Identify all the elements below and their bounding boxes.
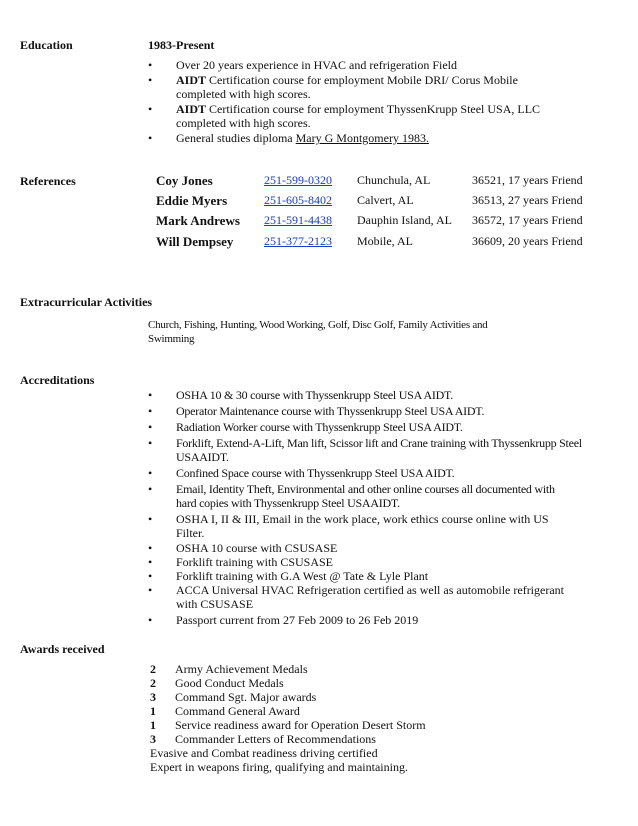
item-continuation: completed with high scores.: [176, 116, 311, 130]
reference-city: Dauphin Island, AL: [357, 213, 452, 227]
list-item: [148, 420, 582, 434]
item-text: Forklift, Extend-A-Lift, Man lift, Scissor lift and Crane training with Thyssenkrupp Steel: [176, 436, 582, 450]
list-item: [150, 718, 426, 732]
accreditations-heading: Accreditations: [20, 373, 95, 387]
bullet-icon: •: [148, 404, 152, 418]
reference-info: 36513, 27 years Friend: [472, 193, 583, 207]
bullet-icon: •: [148, 420, 152, 434]
awards-heading: Awards received: [20, 642, 105, 656]
list-item: [150, 732, 426, 746]
awards-extra: [150, 746, 408, 774]
item-continuation: USAAIDT.: [176, 450, 229, 464]
bullet-icon: •: [148, 583, 153, 597]
list-item: [150, 704, 426, 718]
reference-name: Will Dempsey: [156, 234, 234, 249]
item-text: Over 20 years experience in HVAC and refrigeration Field: [176, 58, 458, 72]
award-extra-line: Evasive and Combat readiness driving certified: [150, 746, 378, 760]
award-count: 3: [150, 690, 156, 704]
item-text: Forklift training with CSUSASE: [176, 555, 334, 569]
list-item: [148, 512, 582, 540]
award-count: 3: [150, 732, 156, 746]
item-text: OSHA 10 & 30 course with Thyssenkrupp Steel USA AIDT.: [176, 388, 453, 402]
extracurricular-text-line2: Swimming: [148, 333, 195, 345]
reference-info: 36609, 20 years Friend: [472, 234, 583, 248]
reference-city: Calvert, AL: [357, 193, 414, 207]
award-text: Commander Letters of Recommendations: [175, 732, 376, 746]
bullet-icon: •: [148, 555, 153, 569]
item-text: Forklift training with G.A West @ Tate & Lyle Plant: [176, 569, 429, 583]
reference-name: Mark Andrews: [156, 213, 240, 228]
list-item: [148, 466, 582, 480]
awards-list: [150, 662, 426, 746]
list-item: [148, 541, 582, 555]
list-item: [148, 482, 582, 510]
item-text: Certification course for employment ThyssenKrupp Steel USA, LLC: [206, 102, 541, 116]
award-count: 1: [150, 718, 156, 732]
item-continuation: with CSUSASE: [176, 597, 254, 611]
bullet-icon: •: [148, 512, 153, 526]
bullet-icon: •: [148, 466, 152, 480]
item-continuation: Filter.: [176, 526, 205, 540]
item-text: ACCA Universal HVAC Refrigeration certified as well as automobile refrigerant: [176, 583, 565, 597]
extracurricular-text-line1: Church, Fishing, Hunting, Wood Working, Golf, Disc Golf, Family Activities and: [148, 319, 488, 331]
education-list: [148, 58, 540, 145]
list-item: [150, 676, 426, 690]
extracurricular-heading: Extracurricular Activities: [20, 295, 153, 309]
accreditations-list: [148, 388, 582, 627]
list-item: [148, 613, 582, 627]
bullet-icon: •: [148, 436, 152, 450]
award-count: 2: [150, 676, 156, 690]
reference-phone-link[interactable]: 251-605-8402: [264, 193, 332, 207]
list-item: [148, 73, 540, 101]
reference-phone-link[interactable]: 251-599-0320: [264, 173, 332, 187]
list-item: [148, 436, 582, 464]
list-item: [148, 404, 582, 418]
item-text: Operator Maintenance course with Thyssenkrupp Steel USA AIDT.: [176, 404, 485, 418]
education-date: 1983-Present: [148, 38, 215, 52]
award-extra-line: Expert in weapons firing, qualifying and maintaining.: [150, 760, 408, 774]
award-text: Army Achievement Medals: [175, 662, 308, 676]
list-item: [148, 583, 582, 611]
reference-info: 36572, 17 years Friend: [472, 213, 583, 227]
list-item: [148, 102, 540, 130]
item-text: Confined Space course with Thyssenkrupp Steel USA AIDT.: [176, 466, 455, 480]
bullet-icon: •: [148, 131, 153, 145]
bullet-icon: •: [148, 102, 153, 116]
list-item: [148, 58, 540, 72]
reference-phone-link[interactable]: 251-591-4438: [264, 213, 332, 227]
references-heading: References: [20, 174, 76, 188]
bullet-icon: •: [148, 613, 153, 627]
item-text: Email, Identity Theft, Environmental and other online courses all documented with: [176, 482, 555, 496]
bullet-icon: •: [148, 58, 153, 72]
school-name: Mary G Montgomery 1983.: [295, 131, 429, 145]
item-text: Passport current from 27 Feb 2009 to 26 Feb 2019: [176, 613, 419, 627]
award-text: Service readiness award for Operation Desert Storm: [175, 718, 426, 732]
award-text: Command General Award: [175, 704, 300, 718]
list-item: [148, 388, 582, 402]
list-item: [148, 555, 582, 569]
reference-phone-link[interactable]: 251-377-2123: [264, 234, 332, 248]
item-text: OSHA I, II & III, Email in the work place, work ethics course online with US: [176, 512, 549, 526]
reference-info: 36521, 17 years Friend: [472, 173, 583, 187]
list-item: [148, 569, 582, 583]
item-text: Certification course for employment Mobile DRI/ Corus Mobile: [206, 73, 518, 87]
item-text: OSHA 10 course with CSUSASE: [176, 541, 338, 555]
education-heading: Education: [20, 38, 73, 52]
item-continuation: hard copies with Thyssenkrupp Steel USAAIDT.: [176, 496, 400, 510]
bullet-icon: •: [148, 569, 153, 583]
reference-city: Chunchula, AL: [357, 173, 431, 187]
reference-name: Eddie Myers: [156, 193, 228, 208]
bullet-icon: •: [148, 388, 152, 402]
reference-city: Mobile, AL: [357, 234, 413, 248]
award-text: Command Sgt. Major awards: [175, 690, 317, 704]
award-count: 2: [150, 662, 156, 676]
list-item: [150, 662, 426, 676]
item-bold: AIDT: [176, 102, 207, 116]
award-count: 1: [150, 704, 156, 718]
list-item: [148, 131, 540, 145]
item-bold: AIDT: [176, 73, 207, 87]
reference-name: Coy Jones: [156, 173, 213, 188]
award-text: Good Conduct Medals: [175, 676, 284, 690]
bullet-icon: •: [148, 73, 153, 87]
item-text: General studies diploma: [176, 131, 296, 145]
bullet-icon: •: [148, 541, 153, 555]
list-item: [150, 690, 426, 704]
item-text: Radiation Worker course with Thyssenkrupp Steel USA AIDT.: [176, 420, 463, 434]
bullet-icon: •: [148, 482, 152, 496]
item-continuation: completed with high scores.: [176, 87, 311, 101]
